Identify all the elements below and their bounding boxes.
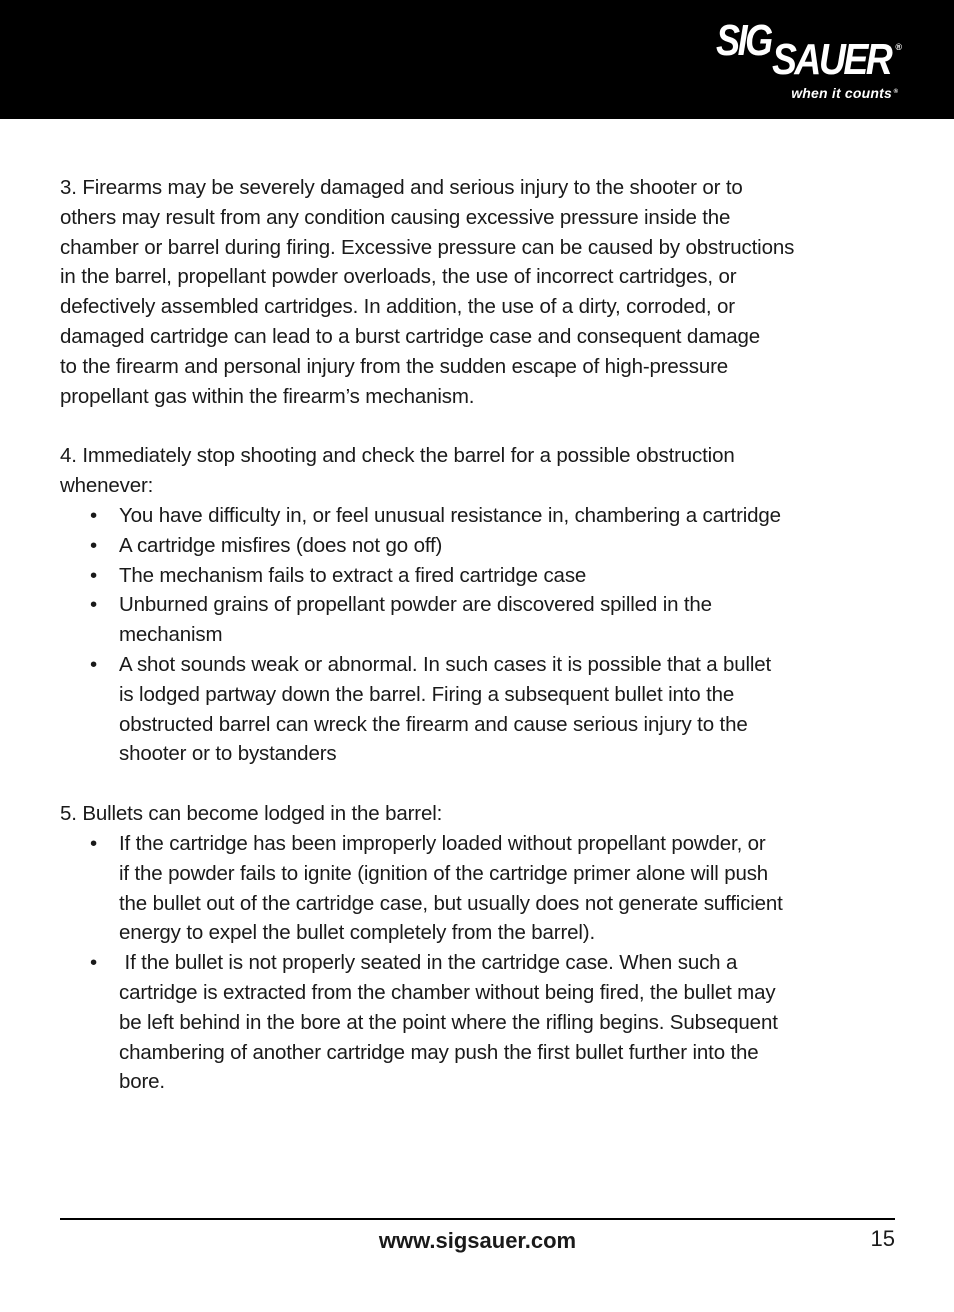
list-item-line: shooter or to bystanders	[119, 742, 337, 766]
item-4-bullet-list	[60, 501, 880, 769]
paragraph-line: 5. Bullets can become lodged in the barrel:	[60, 802, 443, 826]
list-item	[60, 948, 880, 1097]
bullet-dot: •	[90, 563, 98, 587]
bullet-dot: •	[90, 593, 98, 617]
paragraph-line: 4. Immediately stop shooting and check the barrel for a possible obstruction	[60, 444, 735, 468]
item-4-intro	[60, 441, 880, 501]
logo-sig-text: SIG	[716, 16, 771, 65]
paragraph-line: damaged cartridge can lead to a burst cartridge case and consequent damage	[60, 324, 761, 348]
list-item-line: be left behind in the bore at the point where the rifling begins. Subsequent	[119, 1010, 778, 1034]
paragraph-line: chamber or barrel during firing. Excessive pressure can be caused by obstructions	[60, 235, 795, 259]
list-item-line: Unburned grains of propellant powder are discovered spilled in the	[119, 593, 712, 617]
list-item-line: cartridge is extracted from the chamber without being fired, the bullet may	[119, 980, 776, 1004]
paragraph-gap	[60, 411, 880, 441]
paragraph-line: 3. Firearms may be severely damaged and serious injury to the shooter or to	[60, 176, 743, 199]
logo-tagline: when it counts	[791, 85, 892, 101]
list-item-line: the bullet out of the cartridge case, but usually does not generate sufficient	[119, 891, 783, 915]
footer-divider	[60, 1218, 895, 1220]
bullet-dot: •	[90, 831, 98, 855]
item-5-intro	[60, 799, 880, 829]
logo-registered-mark: ®	[895, 42, 902, 52]
paragraph-gap	[60, 769, 880, 799]
paragraph-line: others may result from any condition causing excessive pressure inside the	[60, 205, 731, 229]
logo-tagline-registered-mark: ®	[893, 89, 898, 95]
bullet-dot: •	[90, 533, 98, 557]
list-item-line: mechanism	[119, 623, 223, 647]
list-item-line: energy to expel the bullet completely from the barrel).	[119, 921, 596, 945]
list-item	[60, 501, 880, 531]
logo-sauer-text: SAUER	[772, 35, 891, 84]
bullet-dot: •	[90, 951, 98, 975]
item-5-bullet-list	[60, 829, 880, 1097]
list-item	[60, 650, 880, 769]
paragraph-line: defectively assembled cartridges. In addition, the use of a dirty, corroded, or	[60, 295, 735, 319]
list-item	[60, 590, 880, 650]
list-item-line: chambering of another cartridge may push the first bullet further into the	[119, 1040, 759, 1064]
list-item-line: bore.	[119, 1070, 165, 1094]
document-body	[60, 173, 880, 1097]
item-3-paragraph	[60, 173, 880, 411]
list-item-line: A cartridge misfires (does not go off)	[119, 533, 443, 557]
paragraph-line: in the barrel, propellant powder overloads, the use of incorrect cartridges, or	[60, 265, 737, 289]
list-item-line: if the powder fails to ignite (ignition of the cartridge primer alone will push	[119, 861, 769, 885]
list-item	[60, 531, 880, 561]
list-item-line: obstructed barrel can wreck the firearm and cause serious injury to the	[119, 712, 748, 736]
list-item-line: A shot sounds weak or abnormal. In such cases it is possible that a bullet	[119, 652, 772, 676]
list-item-line: If the cartridge has been improperly loaded without propellant powder, or	[119, 831, 766, 855]
list-item	[60, 561, 880, 591]
page-header	[0, 0, 954, 119]
paragraph-line: to the firearm and personal injury from the sudden escape of high-pressure	[60, 354, 729, 378]
paragraph-line: propellant gas within the firearm’s mechanism.	[60, 384, 475, 408]
list-item-line: You have difficulty in, or feel unusual resistance in, chambering a cartridge	[119, 503, 781, 527]
paragraph-line: whenever:	[60, 474, 154, 498]
list-item	[60, 829, 880, 948]
page-number: 15	[870, 1226, 895, 1251]
list-item-line: If the bullet is not properly seated in the cartridge case. When such a	[119, 951, 738, 975]
sig-sauer-logo	[712, 16, 902, 104]
list-item-line: The mechanism fails to extract a fired cartridge case	[119, 563, 587, 587]
footer-website-link[interactable]: www.sigsauer.com	[378, 1228, 577, 1253]
bullet-dot: •	[90, 503, 98, 527]
list-item-line: is lodged partway down the barrel. Firing a subsequent bullet into the	[119, 682, 735, 706]
bullet-dot: •	[90, 652, 98, 676]
